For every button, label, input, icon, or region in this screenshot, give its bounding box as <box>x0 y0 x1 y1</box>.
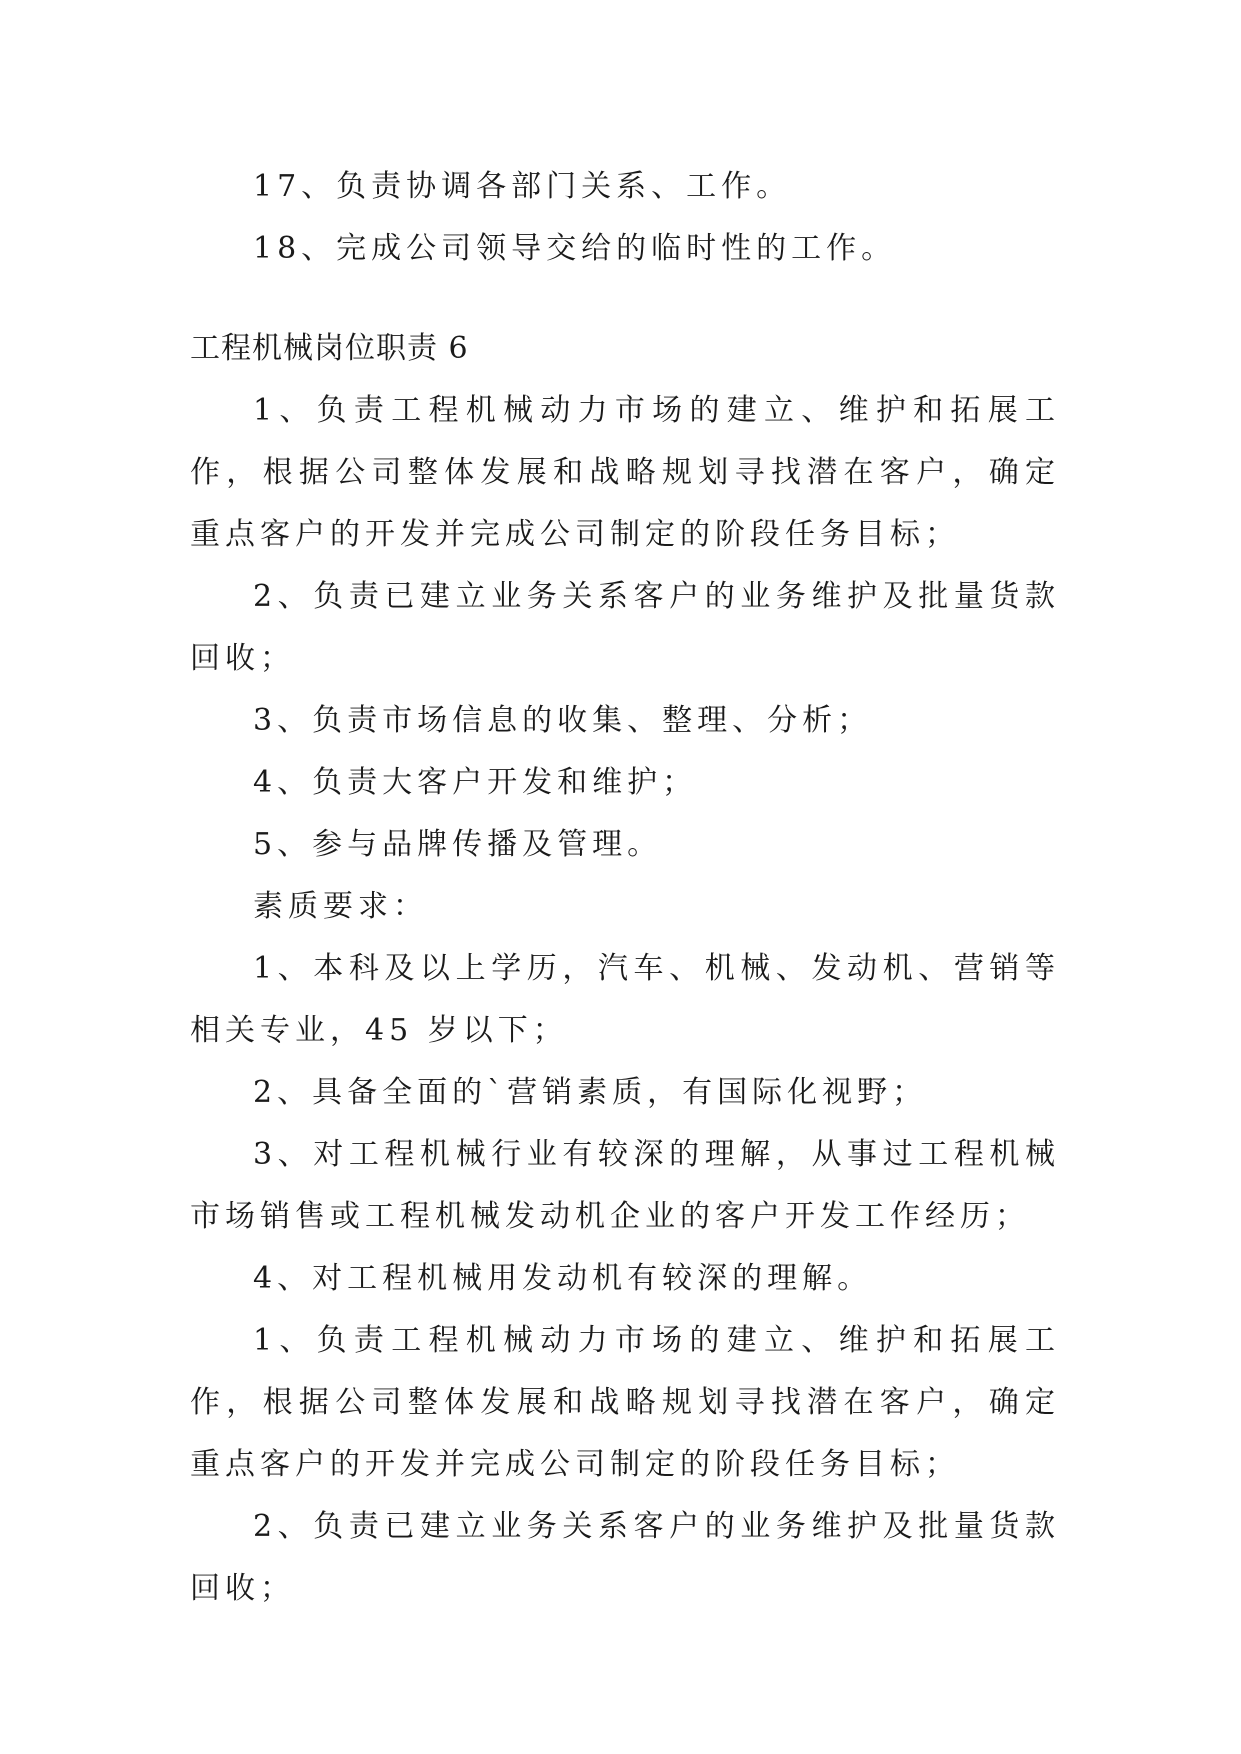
requirement-item-4: 4、对工程机械用发动机有较深的理解。 <box>253 1261 873 1296</box>
section-title: 工程机械岗位职责 6 <box>190 331 469 366</box>
section-spacer <box>190 280 1060 318</box>
repeated-duty-item-1: 1、负责工程机械动力市场的建立、维护和拓展工作，根据公司整体发展和战略规划寻找潜在客户，确定重点客户的开发并完成公司制定的阶段任务目标； <box>190 1323 1060 1482</box>
duty-item-3: 3、负责市场信息的收集、整理、分析； <box>253 703 873 738</box>
requirements-label: 素质要求： <box>253 889 428 924</box>
requirement-item-1: 1、本科及以上学历，汽车、机械、发动机、营销等相关专业，45 岁以下； <box>190 951 1060 1048</box>
duty-item-5: 5、参与品牌传播及管理。 <box>253 827 663 862</box>
duty-item-4: 4、负责大客户开发和维护； <box>253 765 698 800</box>
list-item-17: 17、负责协调各部门关系、工作。 <box>253 169 792 204</box>
requirement-item-2: 2、具备全面的`营销素质，有国际化视野； <box>253 1075 928 1110</box>
duty-item-2: 2、负责已建立业务关系客户的业务维护及批量货款回收； <box>190 579 1060 676</box>
list-item-18: 18、完成公司领导交给的临时性的工作。 <box>253 231 897 266</box>
requirement-item-3: 3、对工程机械行业有较深的理解，从事过工程机械市场销售或工程机械发动机企业的客户开发工作经历； <box>190 1137 1060 1234</box>
repeated-duty-item-2: 2、负责已建立业务关系客户的业务维护及批量货款回收； <box>190 1509 1060 1606</box>
document-body <box>190 156 1060 1620</box>
duty-item-1: 1、负责工程机械动力市场的建立、维护和拓展工作，根据公司整体发展和战略规划寻找潜在客户，确定重点客户的开发并完成公司制定的阶段任务目标； <box>190 393 1060 552</box>
